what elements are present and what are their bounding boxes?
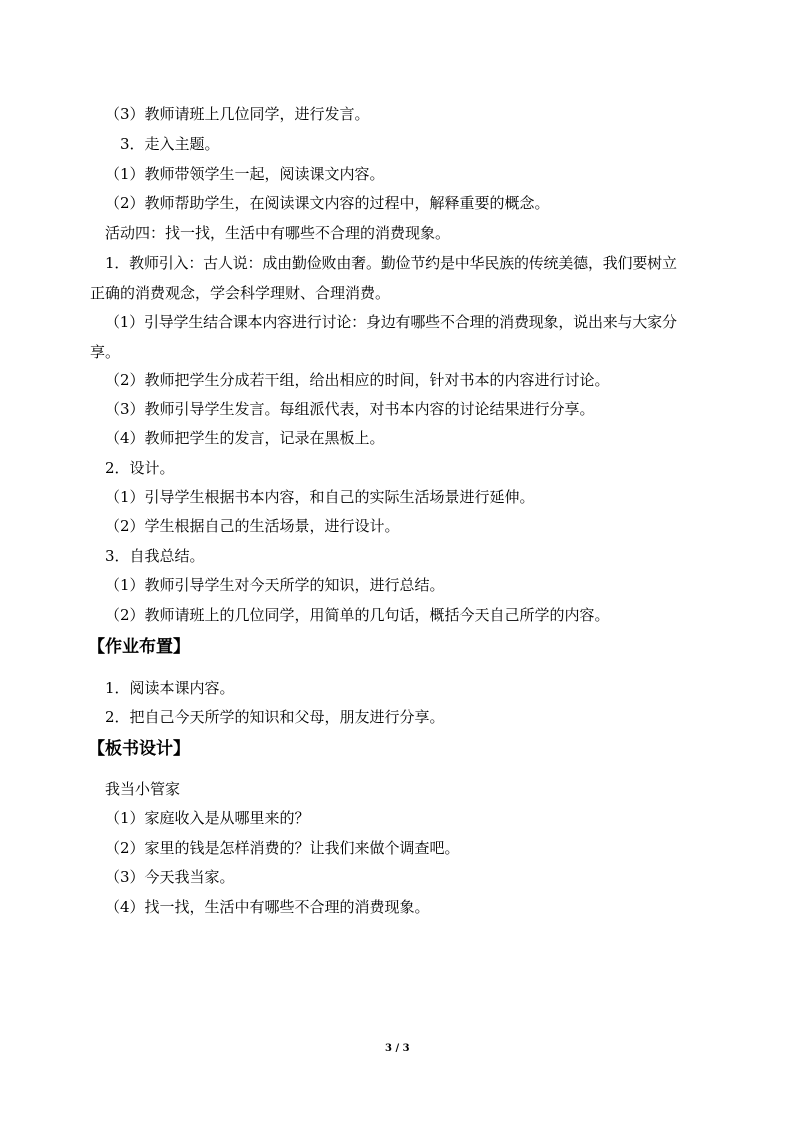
board-design-heading: 【板书设计】 [88, 739, 190, 759]
body-line: （2）学生根据自己的生活场景，进行设计。 [105, 517, 400, 535]
board-item: （1）家庭收入是从哪里来的？ [105, 809, 310, 827]
body-line: 正确的消费观念，学会科学理财、合理消费。 [90, 284, 391, 302]
body-line: 3．走入主题。 [120, 135, 220, 153]
board-item: （4）找一找，生活中有哪些不合理的消费现象。 [105, 898, 430, 916]
body-line: （2）教师帮助学生，在阅读课文内容的过程中，解释重要的概念。 [105, 194, 550, 212]
body-line: （4）教师把学生的发言，记录在黑板上。 [105, 429, 385, 447]
body-line: （1）引导学生结合课本内容进行讨论：身边有哪些不合理的消费现象，说出来与大家分 [105, 313, 677, 331]
homework-heading: 【作业布置】 [88, 637, 190, 657]
board-item: （2）家里的钱是怎样消费的？让我们来做个调查吧。 [105, 839, 460, 857]
body-line: （3）教师请班上几位同学，进行发言。 [105, 105, 370, 123]
body-line: 1．教师引入：古人说：成由勤俭败由奢。勤俭节约是中华民族的传统美德，我们要树立 [105, 254, 677, 272]
body-line: （3）教师引导学生发言。每组派代表，对书本内容的讨论结果进行分享。 [105, 400, 595, 418]
body-line: 2．设计。 [105, 459, 175, 477]
body-line: （1）引导学生根据书本内容，和自己的实际生活场景进行延伸。 [105, 488, 535, 506]
page-number: 3 / 3 [385, 1043, 410, 1054]
body-line: （1）教师带领学生一起，阅读课文内容。 [105, 165, 385, 183]
board-item: （3）今天我当家。 [105, 868, 235, 886]
homework-item: 1．阅读本课内容。 [105, 679, 235, 697]
body-line: （1）教师引导学生对今天所学的知识，进行总结。 [105, 576, 445, 594]
body-line: （2）教师把学生分成若干组，给出相应的时间，针对书本的内容进行讨论。 [105, 371, 610, 389]
body-line: 3．自我总结。 [105, 547, 205, 565]
body-line: 活动四：找一找，生活中有哪些不合理的消费现象。 [105, 224, 451, 242]
homework-item: 2．把自己今天所学的知识和父母，朋友进行分享。 [105, 708, 445, 726]
board-subtitle: 我当小管家 [105, 780, 181, 798]
body-line: 享。 [90, 343, 121, 361]
body-line: （2）教师请班上的几位同学，用简单的几句话，概括今天自己所学的内容。 [105, 606, 610, 624]
